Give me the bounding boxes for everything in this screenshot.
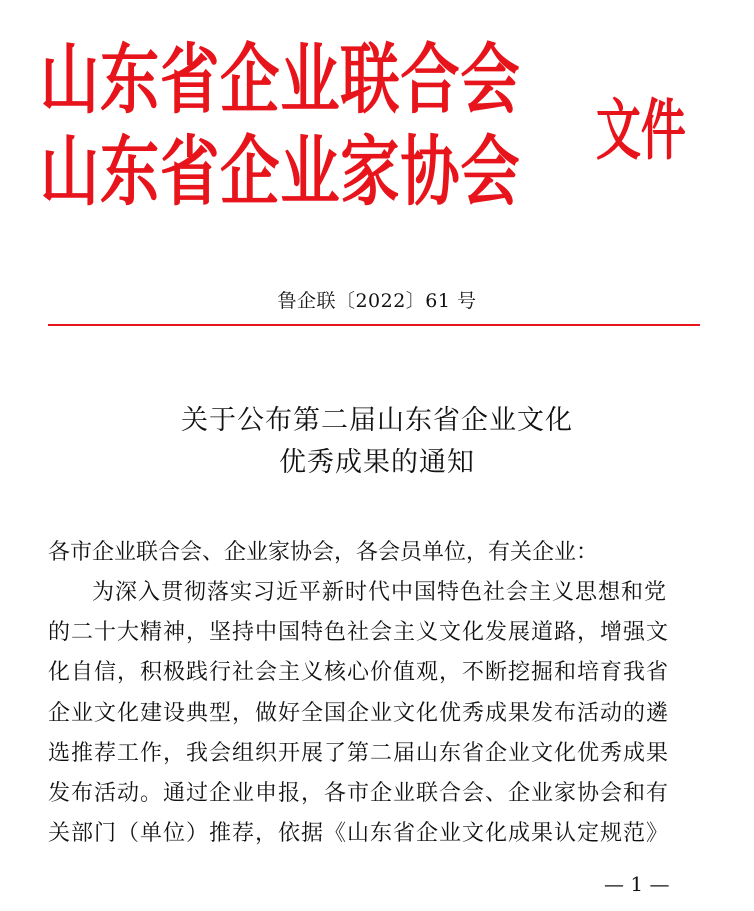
body-line: 发布活动。通过企业申报，各市企业联合会、企业家协会和有	[48, 781, 670, 807]
body-paragraph	[48, 573, 708, 854]
document-title-line-1: 关于公布第二届山东省企业文化	[181, 405, 573, 436]
document-masthead	[0, 0, 754, 230]
body-line: 关部门（单位）推荐，依据《山东省企业文化成果认定规范》	[48, 821, 670, 847]
page-number: — 1 —	[604, 872, 670, 896]
masthead-org-entrepreneurs-association: 山东省企业家协会	[40, 127, 521, 216]
body-line: 选推荐工作，我会组织开展了第二届山东省企业文化优秀成果	[48, 740, 670, 766]
document-title-line-2: 优秀成果的通知	[279, 447, 475, 478]
masthead-org-enterprise-confederation: 山东省企业联合会	[40, 35, 521, 124]
body-line: 为深入贯彻落实习近平新时代中国特色社会主义思想和党	[92, 580, 668, 605]
body-line: 的二十大精神，坚持中国特色社会主义文化发展道路，增强文	[48, 620, 670, 646]
body-line: 企业文化建设典型，做好全国企业文化优秀成果发布活动的遴	[48, 700, 670, 726]
red-divider-line	[48, 324, 700, 326]
document-number: 鲁企联〔2022〕61 号	[277, 290, 477, 312]
document-title	[0, 400, 754, 484]
salutation: 各市企业联合会、企业家协会，各会员单位，有关企业：	[48, 540, 599, 565]
body-line: 化自信，积极践行社会主义核心价值观，不断挖掘和培育我省	[48, 660, 670, 686]
masthead-document-word: 文件	[596, 92, 686, 169]
